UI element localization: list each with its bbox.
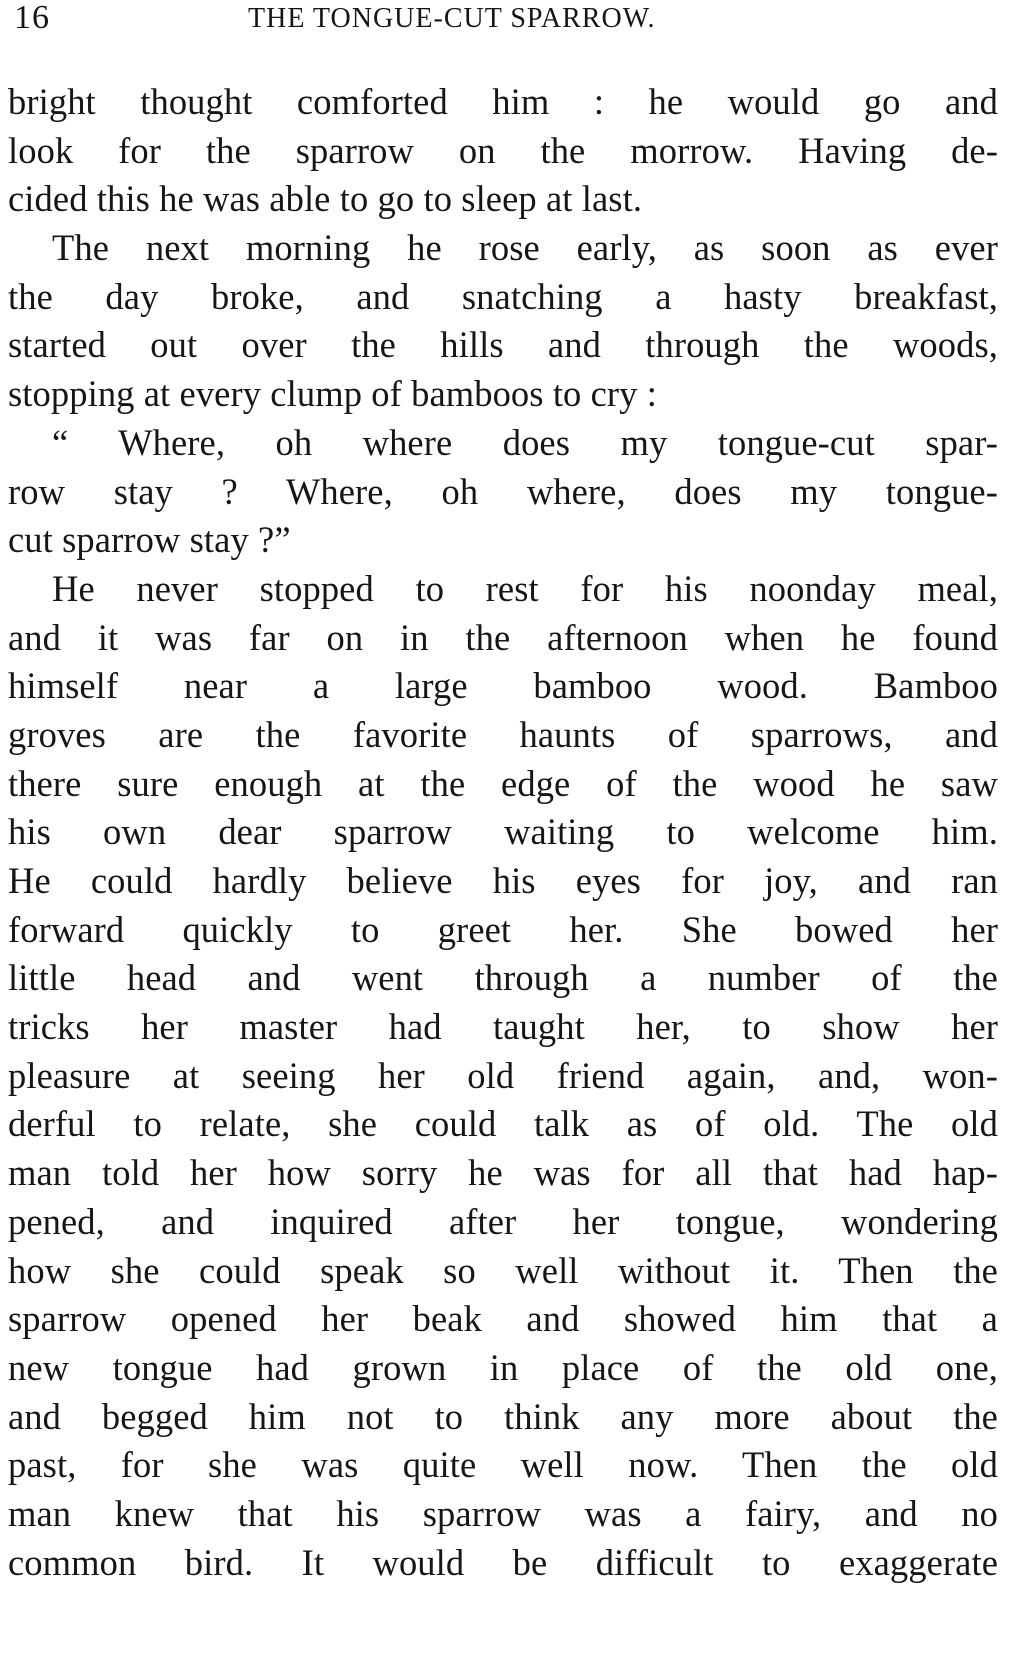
text-line: He never stopped to rest for his noonday meal, xyxy=(52,567,998,609)
text-line: common bird. It would be difficult to exaggerate xyxy=(8,1541,998,1583)
text-line: look for the sparrow on the morrow. Having de- xyxy=(8,129,998,171)
text-line: cided this he was able to go to sleep at last. xyxy=(8,178,643,220)
text-line: bright thought comforted him : he would go and xyxy=(8,81,998,122)
text-line: how she could speak so well without it. Then the xyxy=(8,1249,998,1291)
text-line: there sure enough at the edge of the wood he saw xyxy=(8,762,998,804)
text-line: the day broke, and snatching a hasty breakfast, xyxy=(8,275,998,317)
text-line: and begged him not to think any more about the xyxy=(8,1395,998,1437)
text-line: cut sparrow stay ?” xyxy=(8,519,291,561)
text-line: past, for she was quite well now. Then the old xyxy=(8,1444,998,1486)
text-line: derful to relate, she could talk as of old. The old xyxy=(8,1103,998,1145)
text-line: groves are the favorite haunts of sparrows, and xyxy=(8,713,998,755)
text-line: man knew that his sparrow was a fairy, and no xyxy=(8,1492,998,1534)
text-line: started out over the hills and through the woods, xyxy=(8,324,998,366)
text-line: his own dear sparrow waiting to welcome him. xyxy=(8,811,998,853)
running-head: THE TONGUE-CUT SPARROW. xyxy=(248,3,656,34)
text-line: sparrow opened her beak and showed him that a xyxy=(8,1298,998,1340)
text-line: “ Where, oh where does my tongue-cut spar- xyxy=(52,421,998,463)
text-line: new tongue had grown in place of the old one, xyxy=(8,1346,998,1388)
text-line: forward quickly to greet her. She bowed her xyxy=(8,908,998,950)
text-line: The next morning he rose early, as soon as ever xyxy=(52,227,998,269)
body-text xyxy=(8,78,998,1587)
text-line: row stay ? Where, oh where, does my tongue- xyxy=(8,470,998,512)
text-line: little head and went through a number of the xyxy=(8,957,998,999)
text-line: tricks her master had taught her, to show her xyxy=(8,1006,998,1048)
page-number: 16 xyxy=(14,0,50,36)
text-line: pleasure at seeing her old friend again, and, won- xyxy=(8,1054,998,1096)
text-line: man told her how sorry he was for all that had hap- xyxy=(8,1152,998,1194)
text-line: himself near a large bamboo wood. Bamboo xyxy=(8,665,998,707)
text-line: stopping at every clump of bamboos to cry : xyxy=(8,373,658,415)
text-line: pened, and inquired after her tongue, wondering xyxy=(8,1200,998,1242)
text-line: He could hardly believe his eyes for joy, and ran xyxy=(8,860,998,901)
page-header xyxy=(14,0,994,40)
text-line: and it was far on in the afternoon when he found xyxy=(8,616,998,658)
